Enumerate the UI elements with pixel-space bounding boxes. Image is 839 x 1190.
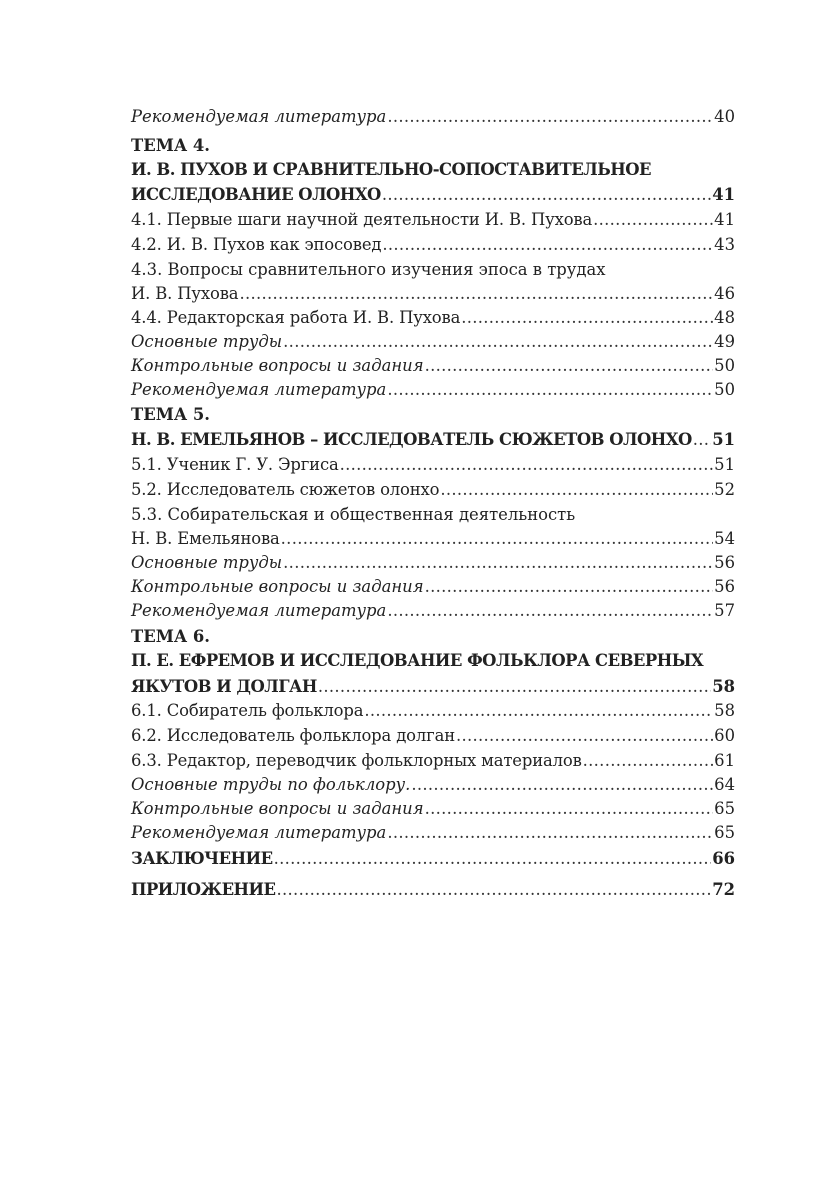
- toc-entry-5-3-line1: 5.3. Собирательская и общественная деятельность: [131, 505, 576, 524]
- toc-entry-page: 66: [712, 849, 735, 868]
- leader-dots: [382, 233, 713, 257]
- leader-dots: [425, 354, 714, 378]
- toc-entry-page: 50: [714, 380, 735, 399]
- toc-entry-6-1[interactable]: [131, 699, 735, 723]
- toc-entry-page: 56: [714, 577, 735, 596]
- toc-entry-page: 56: [714, 553, 735, 572]
- toc-entry-page: 52: [714, 480, 735, 499]
- toc-entry-recommended-literature[interactable]: [131, 105, 735, 129]
- toc-entry-title: 5.2. Исследователь сюжетов олонхо: [131, 480, 440, 499]
- toc-entry-title: ПРИЛОЖЕНИЕ: [131, 880, 276, 899]
- toc-entry-page: 57: [714, 601, 735, 620]
- toc-entry-page: 41: [714, 210, 735, 229]
- toc-entry-5-1[interactable]: [131, 453, 735, 477]
- leader-dots: [364, 699, 713, 723]
- toc-entry-title: 6.2. Исследователь фольклора долган: [131, 726, 455, 745]
- toc-entry-title: 4.1. Первые шаги научной деятельности И. В. Пухова: [131, 210, 593, 229]
- leader-dots: [382, 183, 711, 207]
- leader-dots: [583, 749, 713, 773]
- toc-entry-title: ЗАКЛЮЧЕНИЕ: [131, 849, 273, 868]
- leader-dots: [340, 453, 714, 477]
- leader-dots: [281, 527, 713, 551]
- leader-dots: [693, 428, 711, 452]
- theme-4-heading: ТЕМА 4.: [131, 136, 210, 155]
- toc-entry-title: Рекомендуемая литература: [131, 601, 387, 620]
- toc-entry-title: 5.1. Ученик Г. У. Эргиса: [131, 455, 339, 474]
- toc-entry-page: 60: [714, 726, 735, 745]
- toc-entry-control-questions[interactable]: [131, 354, 735, 378]
- leader-dots: [283, 551, 713, 575]
- toc-entry-4-2[interactable]: [131, 233, 735, 257]
- leader-dots: [425, 575, 714, 599]
- leader-dots: [239, 282, 713, 306]
- leader-dots: [387, 105, 713, 129]
- toc-entry-page: 61: [714, 751, 735, 770]
- toc-entry-page: 64: [714, 775, 735, 794]
- theme-5-heading: ТЕМА 5.: [131, 405, 210, 424]
- toc-entry-recommended-literature[interactable]: [131, 599, 735, 623]
- toc-entry-title: Н. В. Емельянова: [131, 529, 280, 548]
- toc-entry-page: 72: [712, 880, 735, 899]
- toc-entry-theme-5[interactable]: [131, 428, 735, 452]
- leader-dots: [440, 478, 713, 502]
- toc-entry-title: Рекомендуемая литература: [131, 823, 387, 842]
- toc-entry-page: 43: [714, 235, 735, 254]
- leader-dots: [593, 208, 713, 232]
- toc-entry-title: ЯКУТОВ И ДОЛГАН: [131, 677, 317, 696]
- theme-6-heading: ТЕМА 6.: [131, 627, 210, 646]
- toc-entry-control-questions[interactable]: [131, 797, 735, 821]
- toc-entry-page: 58: [714, 701, 735, 720]
- toc-entry-main-works[interactable]: [131, 551, 735, 575]
- toc-entry-6-2[interactable]: [131, 724, 735, 748]
- theme-4-title-line1: И. В. ПУХОВ И СРАВНИТЕЛЬНО-СОПОСТАВИТЕЛЬНОЕ: [131, 160, 651, 179]
- leader-dots: [387, 378, 713, 402]
- toc-entry-page: 50: [714, 356, 735, 375]
- toc-entry-title: 4.4. Редакторская работа И. В. Пухова: [131, 308, 461, 327]
- toc-entry-title: Контрольные вопросы и задания: [131, 799, 424, 818]
- toc-entry-title: Контрольные вопросы и задания: [131, 577, 424, 596]
- leader-dots: [456, 724, 713, 748]
- toc-entry-theme-6[interactable]: [131, 675, 735, 699]
- toc-entry-control-questions[interactable]: [131, 575, 735, 599]
- toc-entry-title: Основные труды: [131, 332, 283, 351]
- toc-entry-title: Н. В. ЕМЕЛЬЯНОВ – ИССЛЕДОВАТЕЛЬ СЮЖЕТОВ ОЛОНХО: [131, 430, 692, 449]
- toc-entry-page: 51: [714, 455, 735, 474]
- toc-entry-recommended-literature[interactable]: [131, 821, 735, 845]
- toc-entry-title: Рекомендуемая литература: [131, 107, 387, 126]
- toc-entry-page: 46: [714, 284, 735, 303]
- toc-entry-title: Контрольные вопросы и задания: [131, 356, 424, 375]
- toc-entry-title: 6.3. Редактор, переводчик фольклорных материалов: [131, 751, 582, 770]
- toc-entry-page: 54: [714, 529, 735, 548]
- toc-entry-4-3-line1: 4.3. Вопросы сравнительного изучения эпоса в трудах: [131, 260, 606, 279]
- toc-entry-4-3[interactable]: [131, 282, 735, 306]
- toc-entry-title: 6.1. Собиратель фольклора: [131, 701, 364, 720]
- toc-entry-4-1[interactable]: [131, 208, 735, 232]
- toc-entry-title: Рекомендуемая литература: [131, 380, 387, 399]
- leader-dots: [461, 306, 713, 330]
- toc-entry-title: ИССЛЕДОВАНИЕ ОЛОНХО: [131, 185, 381, 204]
- toc-entry-page: 65: [714, 799, 735, 818]
- toc-entry-page: 41: [712, 185, 735, 204]
- toc-entry-5-3[interactable]: [131, 527, 735, 551]
- leader-dots: [387, 599, 713, 623]
- leader-dots: [274, 847, 712, 871]
- toc-entry-appendix[interactable]: [131, 878, 735, 902]
- toc-entry-page: 65: [714, 823, 735, 842]
- toc-entry-main-works[interactable]: [131, 773, 735, 797]
- toc-entry-recommended-literature[interactable]: [131, 378, 735, 402]
- toc-entry-title: Основные труды по фольклору.: [131, 775, 411, 794]
- toc-entry-page: 40: [714, 107, 735, 126]
- toc-entry-page: 49: [714, 332, 735, 351]
- toc-entry-page: 48: [714, 308, 735, 327]
- toc-entry-5-2[interactable]: [131, 478, 735, 502]
- leader-dots: [283, 330, 713, 354]
- toc-entry-theme-4[interactable]: [131, 183, 735, 207]
- toc-entry-main-works[interactable]: [131, 330, 735, 354]
- toc-entry-title: И. В. Пухова: [131, 284, 239, 303]
- leader-dots: [318, 675, 711, 699]
- toc-entry-page: 51: [712, 430, 735, 449]
- leader-dots: [387, 821, 713, 845]
- leader-dots: [425, 797, 714, 821]
- leader-dots: [411, 773, 713, 797]
- leader-dots: [277, 878, 712, 902]
- toc-entry-4-4[interactable]: [131, 306, 735, 330]
- toc-entry-title: 4.2. И. В. Пухов как эпосовед: [131, 235, 382, 254]
- toc-entry-6-3[interactable]: [131, 749, 735, 773]
- theme-6-title-line1: П. Е. ЕФРЕМОВ И ИССЛЕДОВАНИЕ ФОЛЬКЛОРА СЕВЕРНЫХ: [131, 651, 704, 670]
- toc-entry-conclusion[interactable]: [131, 847, 735, 871]
- toc-entry-title: Основные труды: [131, 553, 283, 572]
- toc-entry-page: 58: [712, 677, 735, 696]
